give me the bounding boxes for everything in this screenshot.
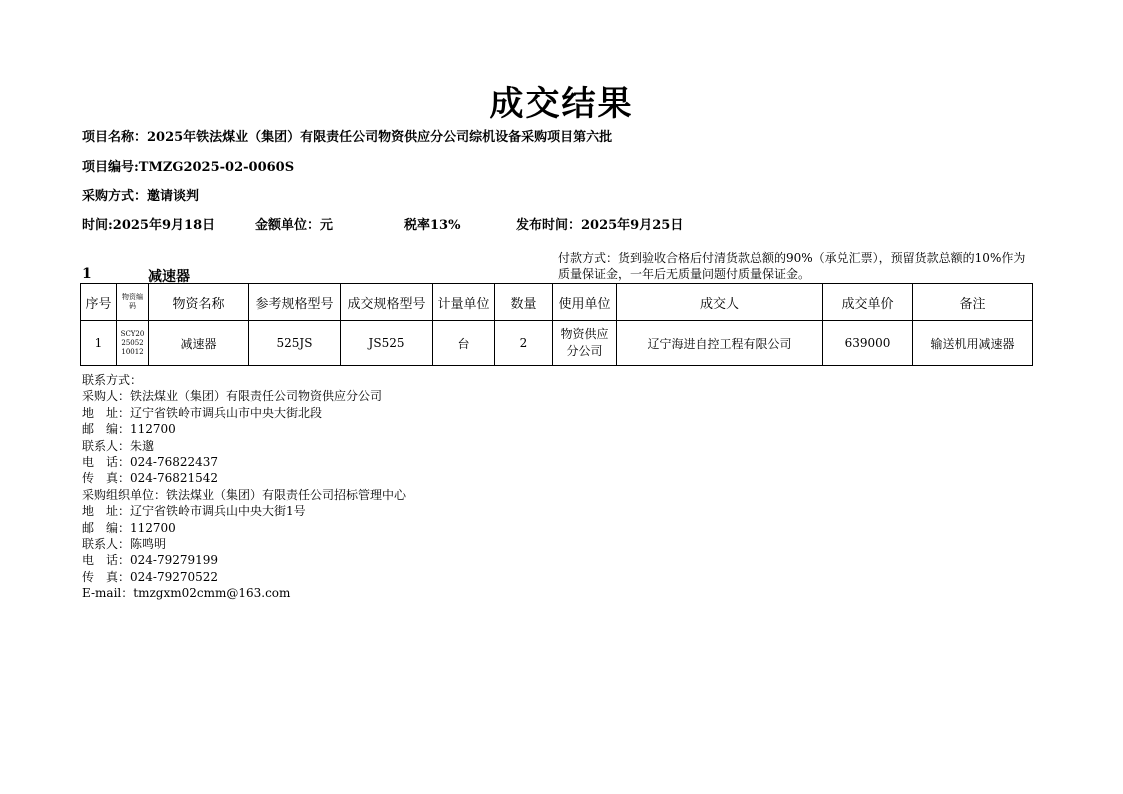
header-material-code: 物资编码	[117, 284, 149, 321]
cell-index: 1	[81, 321, 117, 366]
header-index: 序号	[81, 284, 117, 321]
section-number: 1	[82, 266, 92, 282]
contact-block	[82, 372, 406, 602]
contact-line: 地 址：辽宁省铁岭市调兵山市中央大街北段	[82, 405, 323, 420]
cell-material-code: SCY202505210012	[117, 321, 149, 366]
cell-winner: 辽宁海进自控工程有限公司	[617, 321, 823, 366]
project-name: 项目名称：2025年铁法煤业（集团）有限责任公司物资供应分公司综机设备采购项目第六批	[82, 130, 613, 145]
table-header-row	[81, 284, 1033, 321]
table-row	[81, 321, 1033, 366]
cell-reference-spec: 525JS	[249, 321, 341, 366]
header-deal-spec: 成交规格型号	[341, 284, 433, 321]
cell-quantity: 2	[495, 321, 553, 366]
results-table	[80, 283, 1033, 366]
currency-unit: 金额单位：元	[255, 218, 334, 233]
page-title: 成交结果	[489, 84, 634, 124]
contact-line: 采购人：铁法煤业（集团）有限责任公司物资供应分公司	[82, 389, 383, 404]
section-name: 减速器	[148, 269, 190, 285]
cell-deal-spec: JS525	[341, 321, 433, 366]
contact-line: 传 真：024-76821542	[82, 471, 219, 486]
header-user-unit: 使用单位	[553, 284, 617, 321]
header-material-name: 物资名称	[149, 284, 249, 321]
contact-email[interactable]: E-mail：tmzgxm02cmm@163.com	[82, 586, 291, 601]
contact-line: 联系人：朱邈	[82, 438, 155, 453]
project-number: 项目编号:TMZG2025-02-0060S	[82, 160, 295, 175]
cell-unit-price: 639000	[823, 321, 913, 366]
contact-line: 电 话：024-79279199	[82, 553, 219, 568]
contact-line: 邮 编：112700	[82, 520, 176, 535]
cell-user-unit: 物资供应分公司	[553, 321, 617, 366]
header-remark: 备注	[913, 284, 1033, 321]
contact-line: 传 真：024-79270522	[82, 569, 219, 584]
payment-terms: 付款方式：货到验收合格后付清货款总额的90%（承兑汇票），预留货款总额的10%作为质量保证金，一年后无质量问题付质量保证金。	[558, 251, 1026, 281]
contact-line: 邮 编：112700	[82, 422, 176, 437]
header-reference-spec: 参考规格型号	[249, 284, 341, 321]
header-winner: 成交人	[617, 284, 823, 321]
time: 时间:2025年9月18日	[82, 218, 216, 233]
contact-line: 联系人：陈鸣明	[82, 537, 167, 552]
header-unit-price: 成交单价	[823, 284, 913, 321]
cell-unit: 台	[433, 321, 495, 366]
cell-remark: 输送机用减速器	[913, 321, 1033, 366]
header-quantity: 数量	[495, 284, 553, 321]
header-unit: 计量单位	[433, 284, 495, 321]
contact-line: 电 话：024-76822437	[82, 455, 219, 470]
cell-material-name: 减速器	[149, 321, 249, 366]
contact-heading: 联系方式：	[82, 373, 143, 387]
contact-line: 地 址：辽宁省铁岭市调兵山中央大街1号	[82, 504, 306, 519]
tax-rate: 税率13%	[404, 218, 461, 233]
publish-time: 发布时间：2025年9月25日	[516, 218, 684, 233]
procurement-method: 采购方式：邀请谈判	[82, 189, 200, 204]
contact-line: 采购组织单位：铁法煤业（集团）有限责任公司招标管理中心	[82, 487, 407, 502]
